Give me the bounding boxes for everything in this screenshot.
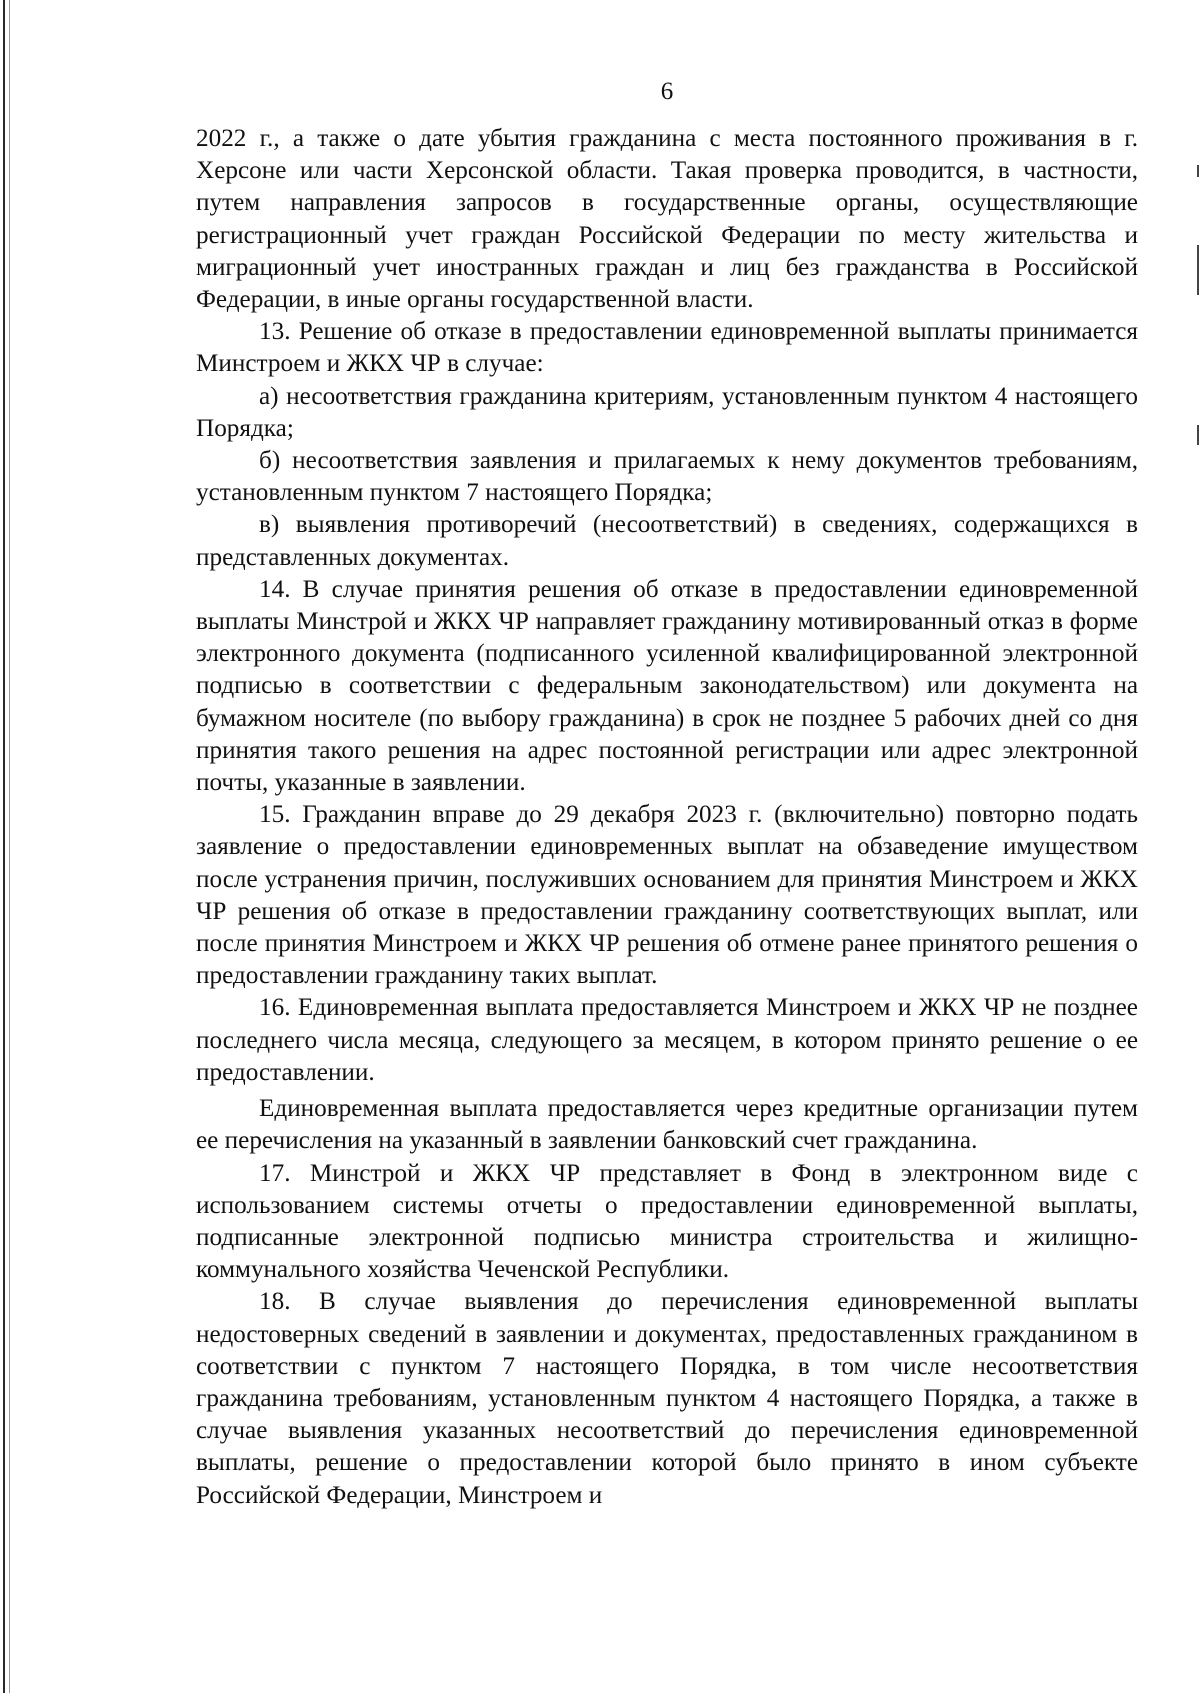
- document-body: [196, 123, 1138, 1512]
- paragraph-13: 13. Решение об отказе в предоставлении единовременной выплаты принимается Минстроем и ЖКХ ЧР в случае:: [196, 318, 1138, 378]
- paragraph-13-a: а) несоответствия гражданина критериям, установленным пунктом 4 настоящего Порядка;: [196, 382, 1138, 442]
- paragraph-18: 18. В случае выявления до перечисления единовременной выплаты недостоверных сведений в заявлении и документах, предоставленных гражданином в соответствии с пунктом 7 настоящего Порядка, в том числе несоответствия гражданина требованиям, установленным пунктом 4 настоящего Порядка, а также в случае выявления указанных несоответствий до перечисления единовременной выплаты, решение о предоставлении которой было принято в ином субъекте Российской Федерации, Минстроем и: [196, 1288, 1138, 1509]
- page-number: 6: [660, 78, 674, 105]
- paragraph-15: 15. Гражданин вправе до 29 декабря 2023 г. (включительно) повторно подать заявление о предоставлении единовременных выплат на обзаведение имуществом после устранения причин, послуживших основанием для принятия Минстроем и ЖКХ ЧР решения об отказе в предоставлении гражданину соответствующих выплат, или после принятия Минстроем и ЖКХ ЧР решения об отмене ранее принятого решения о предоставлении гражданину таких выплат.: [196, 801, 1138, 990]
- scan-edge-left: [3, 0, 5, 1693]
- paragraph-14: 14. В случае принятия решения об отказе в предоставлении единовременной выплаты Минстрой и ЖКХ ЧР направляет гражданину мотивированный отказ в форме электронного документа (подписанного усиленной квалифицированной электронной подписью в соответствии с федеральным законодательством) или документа на бумажном носителе (по выбору гражданина) в срок не позднее 5 рабочих дней со дня принятия такого решения на адрес постоянной регистрации или адрес электронной почты, указанные в заявлении.: [196, 575, 1138, 797]
- paragraph-16-payment: Единовременная выплата предоставляется через кредитные организации путем ее перечисления на указанный в заявлении банковский счет гражданина.: [196, 1095, 1138, 1155]
- scan-mark: [1197, 165, 1199, 177]
- paragraph-13-b: б) несоответствия заявления и прилагаемых к нему документов требованиям, установленным пунктом 7 настоящего Порядка;: [196, 447, 1138, 507]
- paragraph-continuation: 2022 г., а также о дате убытия гражданина с места постоянного проживания в г. Херсоне или части Херсонской области. Такая проверка проводится, в частности, путем направления запросов в государственные органы, осуществляющие регистрационный учет граждан Российской Федерации по месту жительства и миграционный учет иностранных граждан и лиц без гражданства в Российской Федерации, в иные органы государственной власти.: [196, 125, 1138, 314]
- paragraph-16: 16. Единовременная выплата предоставляется Минстроем и ЖКХ ЧР не позднее последнего числа месяца, следующего за месяцем, в котором принято решение о ее предоставлении.: [196, 994, 1138, 1086]
- scan-edge-left-secondary: [9, 0, 10, 1693]
- scan-mark: [1197, 425, 1199, 445]
- scan-mark: [1197, 245, 1199, 295]
- paragraph-13-v: в) выявления противоречий (несоответствий) в сведениях, содержащихся в представленных документах.: [196, 511, 1138, 571]
- paragraph-17: 17. Минстрой и ЖКХ ЧР представляет в Фонд в электронном виде с использованием системы отчеты о предоставлении единовременной выплаты, подписанные электронной подписью министра строительства и жилищно-коммунального хозяйства Чеченской Республики.: [196, 1159, 1138, 1284]
